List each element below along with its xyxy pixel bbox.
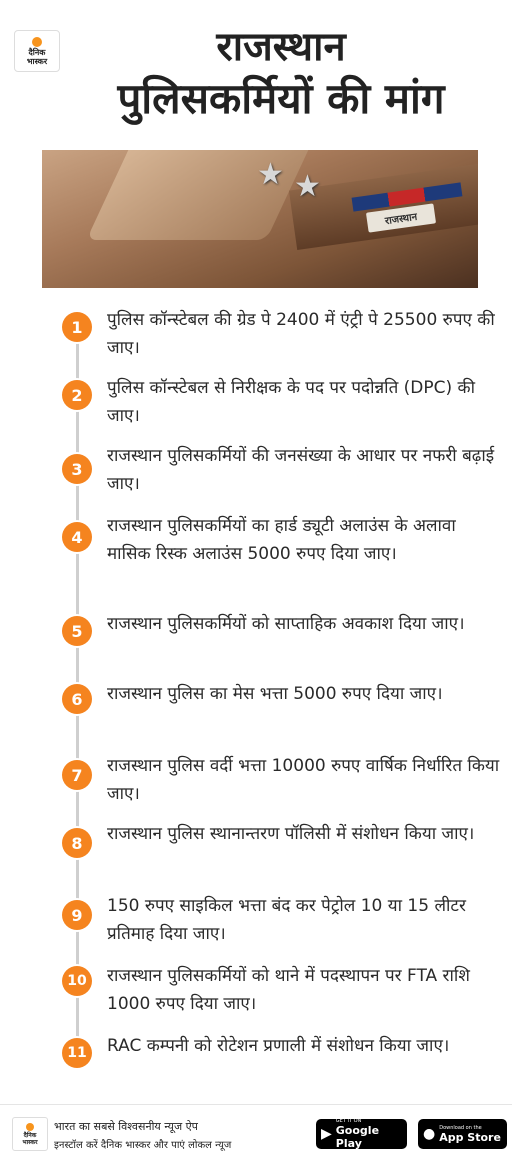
logo-line2: भास्कर [26, 56, 48, 66]
footer-logo [12, 1117, 48, 1151]
star-icon: ★ [294, 169, 321, 204]
item-text: राजस्थान पुलिसकर्मियों को साप्ताहिक अवकाश दिया जाए। [107, 614, 465, 634]
app-store-small: Download on the [439, 1124, 482, 1131]
app-store-button[interactable] [418, 1119, 507, 1149]
item-text: राजस्थान पुलिसकर्मियों की जनसंख्या के आधार पर नफरी बढ़ाई जाए। [107, 446, 495, 494]
item-number-badge: 11 [62, 1038, 92, 1068]
footer-tagline: भारत का सबसे विश्वसनीय न्यूज ऐप [54, 1120, 198, 1133]
app-promo-footer [0, 1104, 512, 1163]
hero-image [42, 150, 478, 288]
footer-logo-line2: भास्कर [22, 1138, 38, 1146]
item-number-badge: 2 [62, 380, 92, 410]
item-number-badge: 1 [62, 312, 92, 342]
item-number-badge: 9 [62, 900, 92, 930]
item-number-badge: 5 [62, 616, 92, 646]
title-line2: पुलिसकर्मियों की मांग [117, 74, 445, 123]
footer-logo-line1: दैनिक [23, 1131, 37, 1139]
play-icon: ▶ [321, 1126, 332, 1142]
item-number-badge: 7 [62, 760, 92, 790]
page-title [60, 22, 502, 126]
footer-subtext: इनस्टॉल करें दैनिक भास्कर और पाएं लोकल न्यूज [54, 1140, 232, 1151]
sun-icon [32, 37, 42, 47]
title-line1: राजस्थान [216, 24, 346, 70]
item-number-badge: 3 [62, 454, 92, 484]
item-text: पुलिस कॉन्स्टेबल से निरीक्षक के पद पर पदोन्नति (DPC) की जाए। [107, 378, 476, 426]
sun-icon [26, 1123, 34, 1131]
item-number-badge: 10 [62, 966, 92, 996]
google-play-button[interactable] [316, 1119, 407, 1149]
item-number-badge: 4 [62, 522, 92, 552]
star-icon: ★ [257, 157, 284, 192]
brand-logo [14, 30, 60, 72]
item-text: राजस्थान पुलिस का मेस भत्ता 5000 रुपए दिया जाए। [107, 684, 443, 704]
logo-line1: दैनिक [28, 47, 46, 57]
item-text: पुलिस कॉन्स्टेबल की ग्रेड पे 2400 में एंट्री पे 25500 रुपए की जाए। [107, 310, 495, 358]
app-store-label: App Store [439, 1130, 501, 1144]
item-number-badge: 8 [62, 828, 92, 858]
item-text: 150 रुपए साइकिल भत्ता बंद कर पेट्रोल 10 या 15 लीटर प्रतिमाह दिया जाए। [107, 896, 466, 944]
item-text: राजस्थान पुलिस स्थानान्तरण पॉलिसी में संशोधन किया जाए। [107, 824, 475, 844]
google-play-label: Google Play [335, 1124, 380, 1150]
item-text: राजस्थान पुलिस वर्दी भत्ता 10000 रुपए वार्षिक निर्धारित किया जाए। [107, 756, 500, 804]
item-number-badge: 6 [62, 684, 92, 714]
item-text: RAC कम्पनी को रोटेशन प्रणाली में संशोधन किया जाए। [107, 1036, 450, 1056]
shoulder-badge: राजस्थान [366, 203, 436, 232]
apple-icon: ● [423, 1126, 436, 1142]
item-text: राजस्थान पुलिसकर्मियों का हार्ड ड्यूटी अलाउंस के अलावा मासिक रिस्क अलाउंस 5000 रुपए दिया जाए। [107, 516, 456, 564]
google-play-small: GET IT ON [335, 1118, 362, 1124]
item-text: राजस्थान पुलिसकर्मियों को थाने में पदस्थापन पर FTA राशि 1000 रुपए दिया जाए। [107, 966, 470, 1014]
